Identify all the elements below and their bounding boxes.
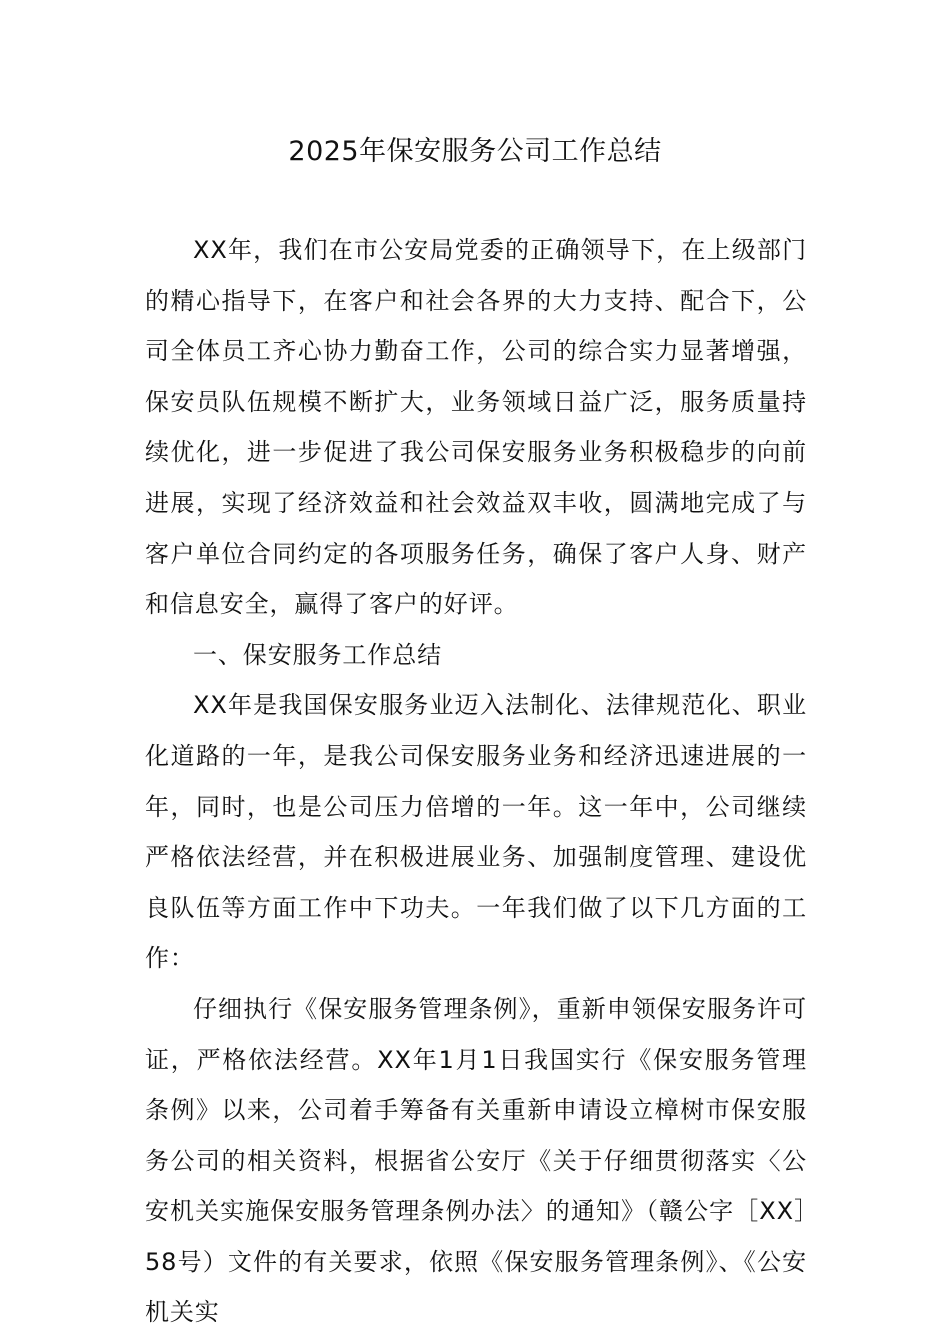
paragraph-intro: XX年，我们在市公安局党委的正确领导下，在上级部门的精心指导下，在客户和社会各界的大力支持、配合下，公司全体员工齐心协力勤奋工作，公司的综合实力显著增强，保安员队伍规模不断扩大，业务领域日益广泛，服务质量持续优化，进一步促进了我公司保安服务业务积极稳步的向前进展，实现了经济效益和社会效益双丰收，圆满地完成了与客户单位合同约定的各项服务任务，确保了客户人身、财产和信息安全，赢得了客户的好评。 (145, 236, 807, 619)
section-heading: 一、保安服务工作总结 (193, 640, 442, 669)
document-body (145, 225, 807, 1338)
paragraph-regulation: 仔细执行《保安服务管理条例》，重新申领保安服务许可证，严格依法经营。XX年1月1日我国实行《保安服务管理条例》以来，公司着手筹备有关重新申请设立樟树市保安服务公司的相关资料，根据省公安厅《关于仔细贯彻落实〈公安机关实施保安服务管理条例办法〉的通知》（赣公字［XX］58号）文件的有关要求，依照《保安服务管理条例》、《公安机关实 (145, 994, 807, 1327)
document-title: 2025年保安服务公司工作总结 (288, 136, 662, 167)
paragraph-section-summary: XX年是我国保安服务业迈入法制化、法律规范化、职业化道路的一年，是我公司保安服务业务和经济迅速进展的一年，同时，也是公司压力倍增的一年。这一年中，公司继续严格依法经营，并在积极进展业务、加强制度管理、建设优良队伍等方面工作中下功夫。一年我们做了以下几方面的工作： (145, 691, 807, 973)
